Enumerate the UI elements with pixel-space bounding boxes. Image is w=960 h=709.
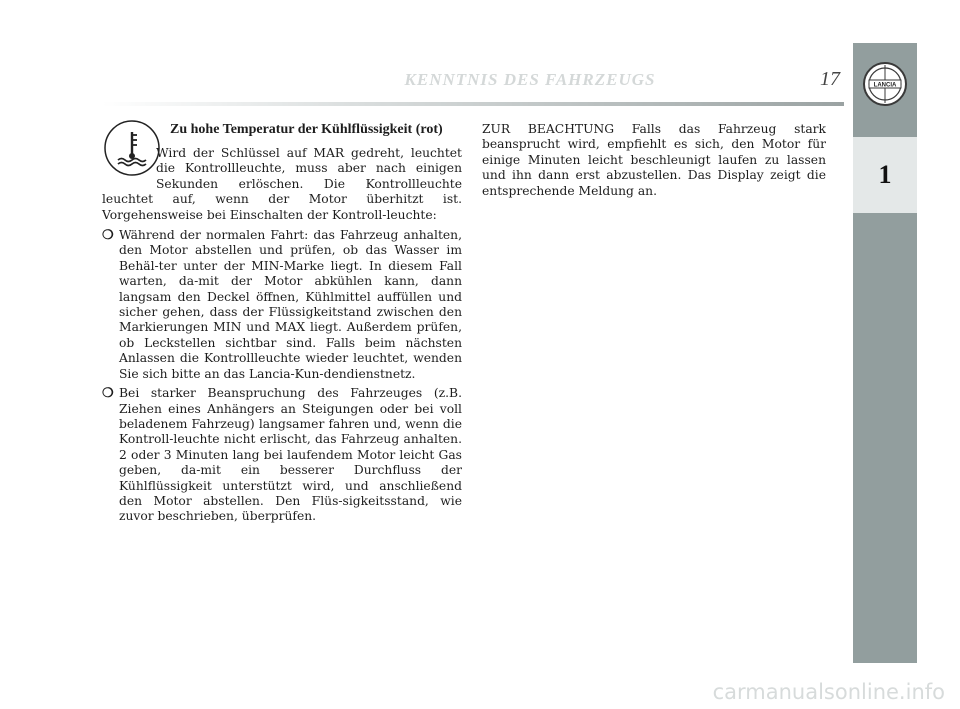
left-column (102, 122, 462, 529)
header-divider (102, 102, 844, 106)
bullet-circle-icon: ❍ (102, 228, 114, 244)
list-item (102, 228, 462, 382)
watermark: carmanualsonline.info (712, 680, 945, 704)
chapter-number: 1 (853, 137, 917, 213)
chapter-sidebar (853, 43, 917, 663)
instruction-list (102, 228, 462, 525)
intro-paragraph: Wird der Schlüssel auf MAR gedreht, leuchtet die Kontrollleuchte, muss aber nach einigen Sekunden erlöschen. Die Kontrollleuchte leuchtet auf, wenn der Motor überhitzt ist. Vorgehensweise bei Einschalten der Kontroll-leuchte: (102, 146, 462, 222)
icon-spacer (102, 146, 156, 190)
warning-title: Zu hohe Temperatur der Kühlflüssigkeit (rot) (170, 122, 443, 137)
list-item-text: Während der normalen Fahrt: das Fahrzeug anhalten, den Motor abstellen und prüfen, ob das Wasser im Behäl-ter unter der MIN-Marke liegt. In diesem Fall warten, da-mit der Motor abkühlen kann, dann langsam den Deckel öffnen, Kühlmittel auffüllen und sicher gehen, dass der Flüssigkeitstand zwischen den Markierungen MIN und MAX liegt. Außerdem prüfen, ob Leckstellen sichtbar sind. Falls beim nächsten Anlassen die Kontrollleuchte wieder leuchtet, wenden Sie sich bitte an das Lancia-Kun-dendienstnetz. (119, 228, 462, 381)
lancia-shield-icon (862, 59, 908, 109)
page-number: 17 (820, 68, 840, 90)
svg-text:LANCIA: LANCIA (873, 82, 897, 89)
note-paragraph: ZUR BEACHTUNG Falls das Fahrzeug stark beansprucht wird, empfiehlt es sich, den Motor für einige Minuten leicht beschleunigt laufen zu lassen und ihn dann erst abzustellen. Das Display zeigt die entsprechende Meldung an. (482, 122, 826, 198)
lancia-logo (853, 43, 917, 125)
bullet-circle-icon: ❍ (102, 386, 114, 402)
list-item (102, 386, 462, 525)
list-item-text: Bei starker Beanspruchung des Fahrzeuges (z.B. Ziehen eines Anhängers an Steigungen oder bei voll beladenem Fahrzeug) langsamer fahren und, wenn die Kontroll-leuchte nicht erlischt, das Fahrzeug anhalten. 2 oder 3 Minuten lang bei laufendem Motor leicht Gas geben, da-mit ein besserer Durchfluss der Kühlflüssigkeit unterstützt wird, und anschließend den Motor abstellen. Den Flüs-sigkeitsstand, wie zuvor beschrieben, überprüfen. (119, 386, 462, 524)
section-title: KENNTNIS DES FAHRZEUGS (404, 70, 656, 89)
